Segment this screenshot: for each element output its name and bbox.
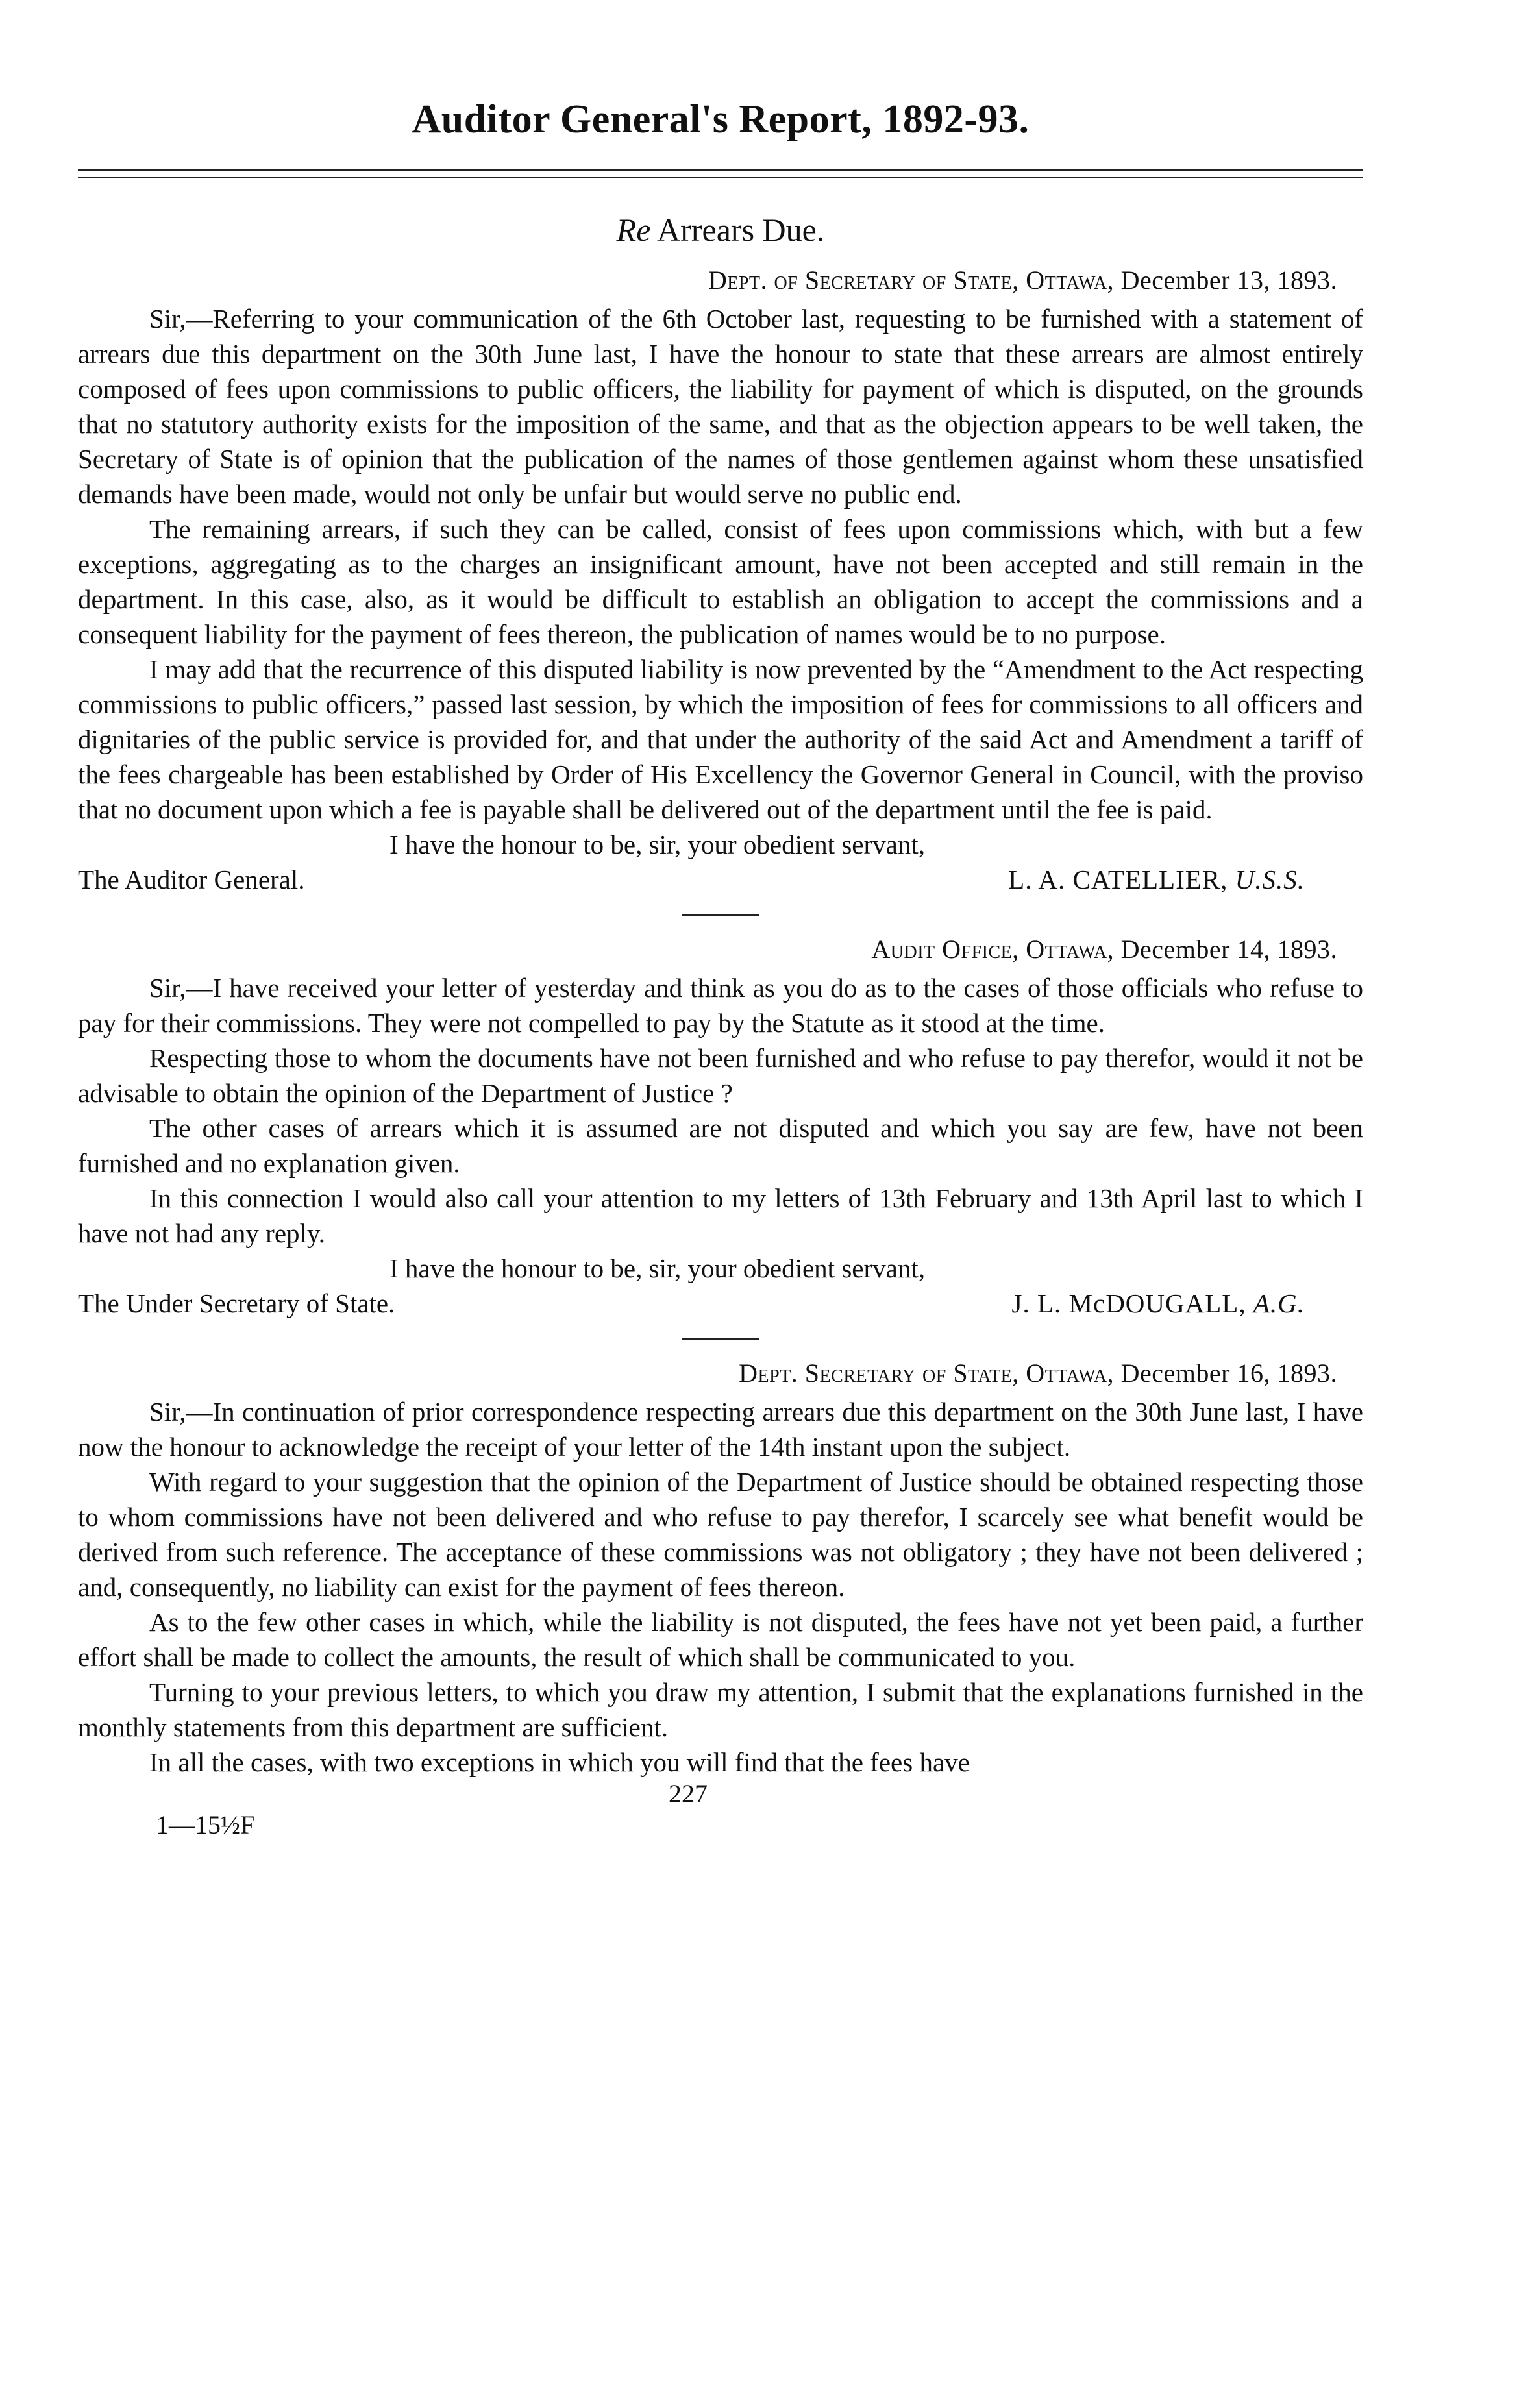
header-rule-top [78, 169, 1363, 171]
header-rule-bottom [78, 177, 1363, 178]
letter-2-addressee: The Under Secretary of State. [78, 1288, 395, 1319]
letter-1-signature-name: L. A. CATELLIER, [1008, 865, 1228, 895]
document-page [78, 97, 1363, 2382]
letter-1-closing [78, 827, 1363, 897]
letter-2-paragraph-4: In this connection I would also call your attention to my letters of 13th February and 13th April last to which I have not had any reply. [78, 1183, 1363, 1249]
letter-divider-1 [682, 914, 759, 916]
letter-2-signature [1012, 1286, 1305, 1321]
letter-3-dateline [78, 1357, 1337, 1390]
letter-2-signature-title: A.G. [1253, 1288, 1305, 1319]
letter-2-dateline [78, 933, 1337, 966]
letter-1-signature [1008, 862, 1305, 897]
page-footer [78, 1779, 1363, 1861]
letter-1-paragraph-3: I may add that the recurrence of this disputed liability is now prevented by the “Amendment to the Act respecting commissions to public officers,” passed last session, by which the imposition of fees for commissions to all officers and dignitaries of the public service is provided for, and that under the authority of the said Act and Amendment a tariff of the fees chargeable has been established by Order of His Excellency the Governor General in Council, with the proviso that no document upon which a fee is payable shall be delivered out of the department until the fee is paid. [78, 654, 1363, 825]
letter-3-dateline-place: Dept. Secretary of State, Ottawa, [739, 1358, 1115, 1388]
letter-1 [78, 264, 1363, 897]
letter-2-closing-formula: I have the honour to be, sir, your obedient servant, [389, 1253, 925, 1284]
letter-3-dateline-date: December 16, 1893. [1120, 1358, 1337, 1388]
letter-1-paragraph-1: Sir,—Referring to your communication of the 6th October last, requesting to be furnished with a statement of arrears due this department on the 30th June last, I have the honour to state that these arrears are almost entirely composed of fees upon commissions to public officers, the liability for payment of which is disputed, on the grounds that no statutory authority exists for the imposition of the same, and that as the objection appears to be well taken, the Secretary of State is of opinion that the publication of the names of those gentlemen against whom these unsatisfied demands have been made, would not only be unfair but would serve no public end. [78, 304, 1363, 510]
letter-2-closing [78, 1251, 1363, 1321]
letter-1-closing-formula: I have the honour to be, sir, your obedient servant, [389, 829, 925, 860]
letter-2-paragraph-1: Sir,—I have received your letter of yesterday and think as you do as to the cases of those officials who refuse to pay for their commissions. They were not compelled to pay by the Statute as it stood at the time. [78, 973, 1363, 1038]
page-number: 227 [669, 1779, 708, 1809]
letter-divider-2 [682, 1338, 759, 1340]
header-double-rule [78, 167, 1363, 183]
letter-1-dateline-date: December 13, 1893. [1120, 265, 1337, 295]
letter-2-paragraph-2: Respecting those to whom the documents have not been furnished and who refuse to pay therefor, would it not be advisable to obtain the opinion of the Department of Justice ? [78, 1043, 1363, 1109]
letter-2-dateline-place: Audit Office, Ottawa, [871, 935, 1115, 964]
letter-2-signature-name: J. L. McDOUGALL, [1011, 1288, 1246, 1319]
section-title [78, 210, 1363, 249]
letter-1-dateline [78, 264, 1337, 297]
letter-2-paragraph-3: The other cases of arrears which it is assumed are not disputed and which you say are few, have not been furnished and no explanation given. [78, 1113, 1363, 1179]
letter-1-signature-title: U.S.S. [1235, 865, 1305, 895]
letter-1-dateline-place: Dept. of Secretary of State, Ottawa, [708, 265, 1115, 295]
letter-3-paragraph-2: With regard to your suggestion that the opinion of the Department of Justice should be obtained respecting those to whom commissions have not been delivered and who refuse to pay therefor, I scarcely see what benefit would be derived from such reference. The acceptance of these commissions was not obligatory ; they have not been delivered ; and, consequently, no liability can exist for the payment of fees thereon. [78, 1467, 1363, 1603]
letter-3-paragraph-1: Sir,—In continuation of prior correspondence respecting arrears due this department on the 30th June last, I have now the honour to acknowledge the receipt of your letter of the 14th instant upon the subject. [78, 1397, 1363, 1462]
letter-2 [78, 933, 1363, 1321]
section-title-prefix: Re [616, 212, 651, 249]
section-title-text: Arrears Due. [657, 212, 825, 249]
letter-3-paragraph-3: As to the few other cases in which, while the liability is not disputed, the fees have not yet been paid, a further effort shall be made to collect the amounts, the result of which shall be communicated to you. [78, 1607, 1363, 1673]
letter-1-paragraph-2: The remaining arrears, if such they can be called, consist of fees upon commissions which, with but a few exceptions, aggregating as to the charges an insignificant amount, have not been accepted and still remain in the department. In this case, also, as it would be difficult to establish an obligation to accept the commissions and a consequent liability for the payment of fees thereon, the publication of names would be to no purpose. [78, 514, 1363, 650]
letter-3-paragraph-5: In all the cases, with two exceptions in which you will find that the fees have [149, 1747, 970, 1778]
running-head: Auditor General's Report, 1892-93. [412, 97, 1030, 141]
letter-2-dateline-date: December 14, 1893. [1120, 935, 1337, 964]
printer-signature-mark: 1—15½F [156, 1810, 255, 1840]
letter-1-addressee: The Auditor General. [78, 865, 305, 895]
letter-3-paragraph-4: Turning to your previous letters, to which you draw my attention, I submit that the explanations furnished in the monthly statements from this department are sufficient. [78, 1677, 1363, 1743]
letter-3 [78, 1357, 1363, 1780]
